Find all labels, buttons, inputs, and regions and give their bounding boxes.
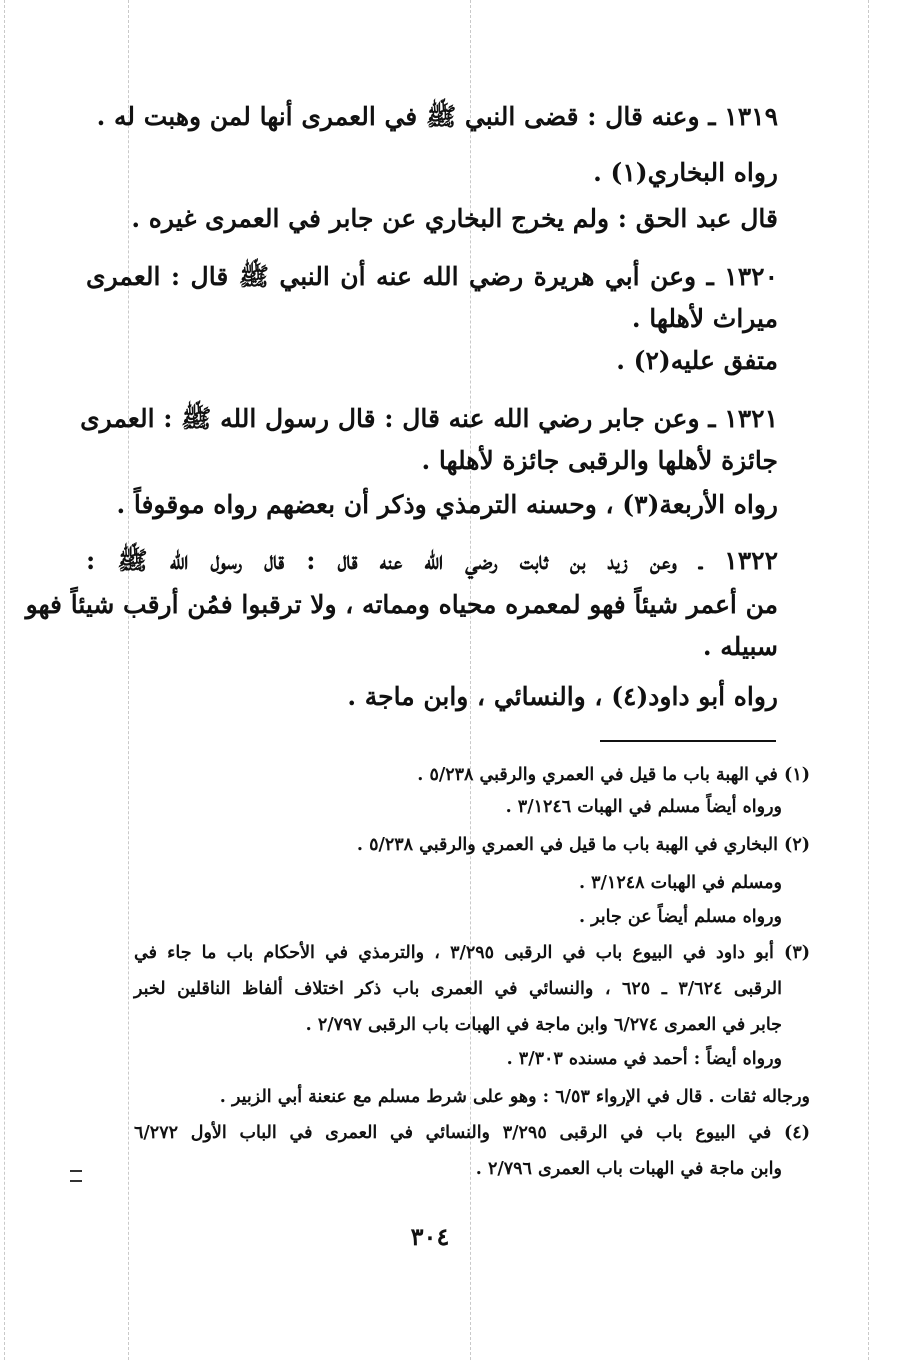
footnote-3-cont-3: ورواه أيضاً : أحمد في مسنده ٣/٣٠٣ . bbox=[506, 1049, 782, 1069]
scan-guide-line-left bbox=[4, 0, 5, 1360]
hadith-1321-line-1: ١٣٢١ ـ وعن جابر رضي الله عنه قال : قال رسول الله ﷺ : العمرى bbox=[80, 404, 778, 433]
hadith-1320-line-2: ميراث لأهلها . bbox=[631, 304, 778, 333]
footnote-1: (١) في الهبة باب ما قيل في العمري والرقبي ٥/٢٣٨ . bbox=[417, 765, 810, 785]
hadith-1319-source: رواه البخاري(١) . bbox=[593, 158, 778, 187]
footnote-3-cont-4: ورجاله ثقات . قال في الإرواء ٦/٥٣ : وهو على شرط مسلم مع عنعنة أبي الزبير . bbox=[219, 1087, 810, 1107]
hadith-1322-source: رواه أبو داود(٤) ، والنسائي ، وابن ماجة . bbox=[347, 682, 778, 711]
hadith-1319-line-1: ١٣١٩ ـ وعنه قال : قضى النبي ﷺ في العمرى أنها لمن وهبت له . bbox=[96, 102, 778, 131]
footnote-3: (٣) أبو داود في البيوع باب في الرقبى ٣/٢٩٥ ، والترمذي في الأحكام باب ما جاء في bbox=[134, 943, 811, 963]
footnote-1-cont: ورواه أيضاً مسلم في الهبات ٣/١٢٤٦ . bbox=[505, 797, 782, 817]
hadith-1319-note: قال عبد الحق : ولم يخرج البخاري عن جابر في العمرى غيره . bbox=[131, 204, 778, 233]
hadith-1320-source: متفق عليه(٢) . bbox=[616, 346, 778, 375]
footnote-3-cont-2: جابر في العمرى ٦/٢٧٤ وابن ماجة في الهبات باب الرقبى ٢/٧٩٧ . bbox=[305, 1015, 782, 1035]
hadith-1320-line-1: ١٣٢٠ ـ وعن أبي هريرة رضي الله عنه أن النبي ﷺ قال : العمرى bbox=[86, 262, 778, 291]
scan-guide-line-right bbox=[868, 0, 869, 1360]
hadith-1322-line-1: ١٣٢٢ ـ وعن زيد بن ثابت رضي الله عنه قال : قال رسول الله ﷺ : bbox=[86, 546, 778, 575]
footnote-4-cont: وابن ماجة في الهبات باب العمرى ٢/٧٩٦ . bbox=[475, 1159, 782, 1179]
footnote-2-cont-2: ورواه مسلم أيضاً عن جابر . bbox=[578, 907, 782, 927]
footnote-2: (٢) البخاري في الهبة باب ما قيل في العمري والرقبي ٥/٢٣٨ . bbox=[356, 835, 810, 855]
page-number: ٣٠٤ bbox=[410, 1222, 450, 1251]
footnote-3-cont-1: الرقبى ٣/٦٢٤ ـ ٦٢٥ ، والنسائي في العمرى باب ذكر اختلاف ألفاظ الناقلين لخبر bbox=[134, 979, 782, 999]
hadith-1322-line-2: من أعمر شيئاً فهو لمعمره محياه ومماته ، ولا ترقبوا فمُن أرقب شيئاً فهو bbox=[25, 590, 778, 619]
hadith-1321-line-2: جائزة لأهلها والرقبى جائزة لأهلها . bbox=[421, 446, 778, 475]
footnote-separator bbox=[600, 740, 776, 742]
margin-mark bbox=[70, 1170, 82, 1182]
hadith-1321-source: رواه الأربعة(٣) ، وحسنه الترمذي وذكر أن بعضهم رواه موقوفاً . bbox=[116, 490, 778, 519]
hadith-1322-line-3: سبيله . bbox=[702, 632, 778, 661]
footnote-4: (٤) في البيوع باب في الرقبى ٣/٢٩٥ والنسائي في العمرى في الباب الأول ٦/٢٧٢ bbox=[134, 1123, 810, 1143]
footnote-2-cont-1: ومسلم في الهبات ٣/١٢٤٨ . bbox=[578, 873, 782, 893]
